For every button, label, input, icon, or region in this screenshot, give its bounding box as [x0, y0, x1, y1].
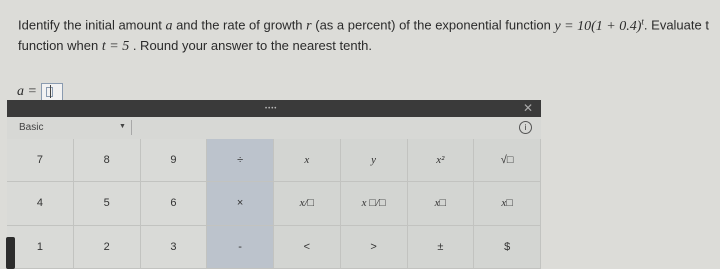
key-y[interactable]: y — [341, 139, 408, 182]
keypad-title-bar[interactable] — [7, 100, 541, 117]
key-1[interactable]: 1 — [7, 226, 74, 269]
key-plus-minus[interactable]: ± — [408, 226, 475, 269]
question-text-part: (as a percent) of the exponential function — [315, 17, 551, 33]
close-icon[interactable]: ✕ — [522, 101, 533, 115]
chevron-down-icon[interactable]: ▼ — [119, 123, 126, 130]
key-7[interactable]: 7 — [7, 139, 74, 182]
key-8[interactable]: 8 — [74, 139, 141, 182]
key-2[interactable]: 2 — [74, 226, 141, 269]
question-line-1 — [18, 12, 718, 36]
scroll-thumb[interactable] — [6, 237, 15, 269]
key-multiply[interactable]: × — [207, 182, 274, 225]
key-5[interactable]: 5 — [74, 182, 141, 225]
key-minus[interactable]: - — [207, 226, 274, 269]
answer-input[interactable] — [41, 83, 63, 101]
key-greater-than[interactable]: > — [341, 226, 408, 269]
key-mixed-number[interactable]: x □/□ — [341, 182, 408, 225]
key-divide[interactable]: ÷ — [207, 139, 274, 182]
question-line-2 — [18, 36, 718, 56]
variable-a: a — [165, 18, 173, 34]
divider — [131, 120, 132, 135]
key-x[interactable]: x — [274, 139, 341, 182]
key-sqrt[interactable]: √□ — [474, 139, 541, 182]
text-cursor — [50, 85, 51, 98]
variable-r: r — [306, 18, 312, 34]
variable-t: t = 5 — [101, 38, 130, 54]
equation-exponent: t — [641, 16, 644, 26]
keypad-mode-select[interactable]: Basic — [19, 122, 44, 133]
key-subscript[interactable]: x□ — [474, 182, 541, 225]
key-x-squared[interactable]: x² — [408, 139, 475, 182]
question-text-part: . Round your answer to the nearest tenth. — [132, 37, 373, 53]
question-text-part: and the rate of growth — [176, 17, 303, 33]
key-less-than[interactable]: < — [274, 226, 341, 269]
key-fraction[interactable]: x/□ — [274, 182, 341, 225]
question-text-part: function when — [18, 37, 99, 53]
question-text-part: . Evaluate t — [643, 17, 709, 33]
answer-row — [17, 82, 63, 102]
answer-label: a = — [17, 84, 37, 99]
key-3[interactable]: 3 — [141, 226, 208, 269]
info-icon[interactable]: i — [519, 121, 532, 134]
key-6[interactable]: 6 — [141, 182, 208, 225]
key-9[interactable]: 9 — [141, 139, 208, 182]
key-exponent[interactable]: x□ — [408, 182, 475, 225]
key-4[interactable]: 4 — [7, 182, 74, 225]
question-text-part: Identify the initial amount — [18, 17, 162, 33]
equation — [554, 16, 644, 34]
keypad-grid — [7, 139, 541, 269]
equation-body: y = 10(1 + 0.4) — [554, 18, 642, 34]
question-text — [18, 12, 718, 56]
math-keypad — [7, 100, 541, 269]
key-dollar[interactable]: $ — [474, 226, 541, 269]
drag-handle-icon[interactable]: •••• — [265, 106, 278, 112]
keypad-header — [7, 117, 541, 139]
